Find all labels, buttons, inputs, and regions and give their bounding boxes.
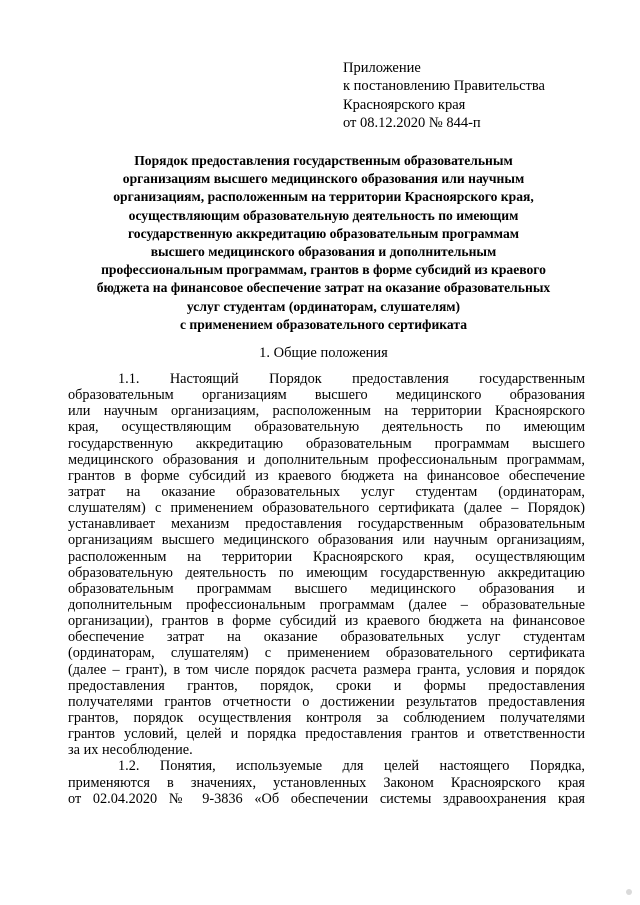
text-line: (ординаторам, слушателям) с применением образовательного сертификата: [68, 645, 585, 662]
appendix-line: от 08.12.2020 № 844-п: [343, 114, 481, 131]
text-line: образовательным организациям высшего медицинского образования: [68, 387, 585, 404]
text-line: грантов в форме субсидий из краевого бюджета на финансовое обеспечение: [68, 467, 585, 484]
title-line: осуществляющим образовательную деятельность по имеющим: [128, 207, 519, 223]
text-line: от 02.04.2020 № 9-3836 «Об обеспечении системы здравоохранения края: [68, 790, 585, 807]
text-line: образовательным программам высшего медицинского образования и: [68, 580, 585, 597]
text-line: медицинского образования и дополнительным профессиональным программам,: [68, 451, 585, 468]
title-line: профессиональным программам, грантов в форме субсидий из краевого: [101, 262, 546, 278]
text-line: получателями грантов отчетности о достижении результатов предоставления: [68, 693, 585, 710]
title-line: организациям, расположенным на территории Красноярского края,: [113, 189, 534, 205]
text-line: дополнительным профессиональным программам (далее – образовательные: [68, 596, 585, 613]
text-line: государственную аккредитацию образовательным программам высшего: [68, 435, 585, 452]
text-line: устанавливает механизм предоставления государственным образовательным: [68, 516, 585, 533]
text-line: края, осуществляющим образовательную деятельность по имеющим: [68, 419, 585, 436]
paragraph-1-1: [68, 371, 585, 758]
text-line: затрат на оказание образовательных услуг студентам (ординаторам,: [68, 483, 585, 500]
text-line: предоставления грантов, порядок, сроки и формы предоставления: [68, 677, 585, 694]
text-line: расположенным на территории Красноярского края, осуществляющим: [68, 548, 585, 565]
text-line: за их несоблюдение.: [68, 742, 193, 759]
appendix-block: [343, 59, 545, 132]
appendix-line: Красноярского края: [343, 96, 466, 113]
appendix-line: Приложение: [343, 60, 421, 76]
text-line: 1.1. Настоящий Порядок предоставления государственным: [118, 371, 585, 387]
text-line: применяются в значениях, установленных Законом Красноярского края: [68, 774, 585, 791]
title-line: с применением образовательного сертификата: [179, 316, 467, 332]
text-line: организациям высшего медицинского образования или научным организациям,: [68, 532, 585, 549]
text-line: (далее – грант), в том числе порядок расчета размера гранта, условия и порядок: [68, 661, 585, 678]
text-line: грантов условий, целей и порядка предоставления грантов и ответственности: [68, 726, 585, 743]
title-line: организациям высшего медицинского образования или научным: [122, 171, 525, 187]
title-line: высшего медицинского образования и дополнительным: [150, 244, 497, 260]
text-line: или научным организациям, расположенным на территории Красноярского: [68, 403, 585, 420]
text-line: 1.2. Понятия, используемые для целей настоящего Порядка,: [118, 758, 585, 775]
text-line: грантов, порядок осуществления контроля за соблюдением получателями: [68, 709, 585, 726]
text-line: образовательную деятельность по имеющим государственную аккредитацию: [68, 564, 585, 581]
text-line: организации), грантов в форме субсидий из краевого бюджета на финансовое: [68, 613, 585, 630]
title-line: Порядок предоставления государственным образовательным: [134, 153, 513, 168]
title-line: государственную аккредитацию образовательным программам: [127, 225, 520, 241]
appendix-line: к постановлению Правительства: [343, 78, 545, 95]
section-heading: 1. Общие положения: [259, 345, 388, 361]
title-line: услуг студентам (ординаторам, слушателям): [186, 298, 461, 314]
title-line: бюджета на финансовое обеспечение затрат на оказание образовательных: [96, 280, 551, 296]
scan-mark: [626, 889, 632, 895]
text-line: слушателям) с применением образовательного сертификата (далее – Порядок): [68, 500, 585, 517]
text-line: обеспечение затрат на оказание образовательных услуг студентам: [68, 629, 585, 646]
paragraph-1-2: [68, 758, 585, 806]
document-body: [68, 371, 585, 807]
document-title: [60, 152, 587, 334]
